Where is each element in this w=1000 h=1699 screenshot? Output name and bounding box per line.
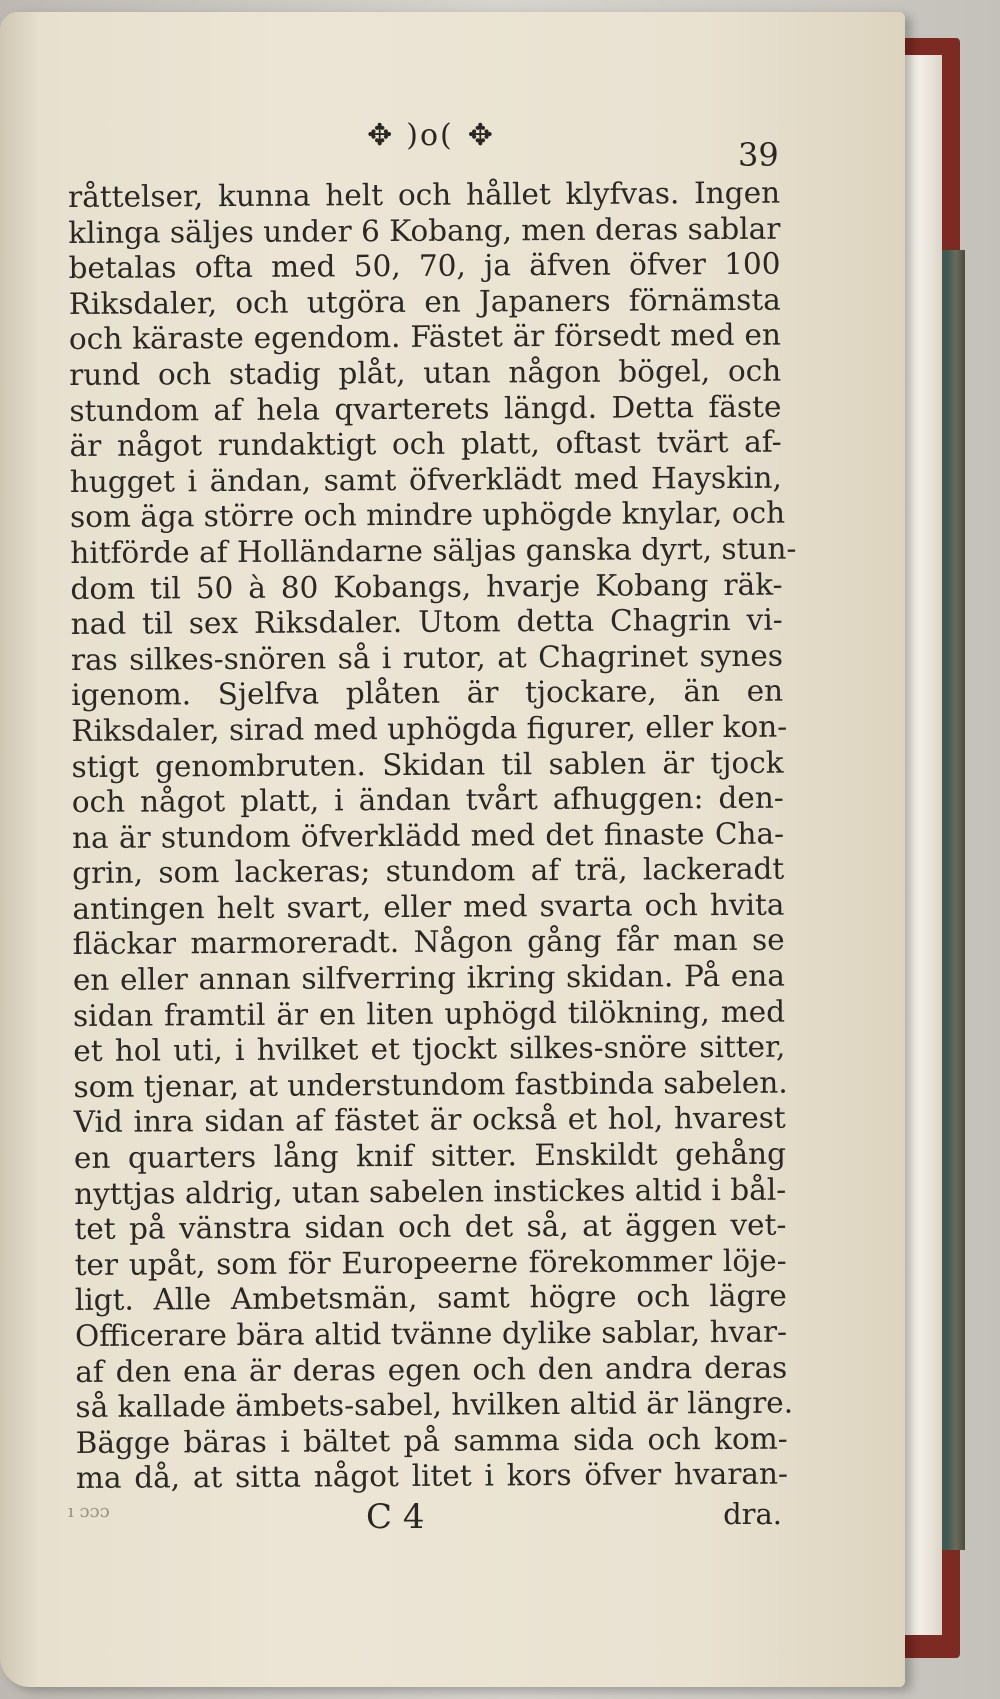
- text-line: en eller annan silfverring ikring skidan. På ena: [72, 958, 785, 998]
- signature-mark: C 4: [366, 1497, 425, 1537]
- text-line: och något platt, i ändan tvårt afhuggen: den-: [71, 780, 784, 820]
- text-line: hitförde af Holländarne säljas ganska dyrt, stun-: [70, 531, 797, 570]
- text-line: antingen helt svart, eller med svarta och hvita: [72, 887, 785, 926]
- text-line: Vid inra sidan af fästet är också et hol, hvarest: [73, 1101, 786, 1140]
- text-line: ma då, at sitta något litet i kors öfver hvaran-: [75, 1457, 789, 1496]
- body-text: [68, 175, 797, 1497]
- text-line: nad til sex Riksdaler. Utom detta Chagrin vi-: [70, 602, 783, 642]
- text-line: rund och stadig plåt, utan någon bögel, och: [69, 353, 782, 392]
- text-line: Officerare bära altid tvänne dylike sablar, hvar-: [74, 1314, 788, 1353]
- text-line: stundom af hela qvarterets längd. Detta fäste: [69, 389, 782, 428]
- faint-mark: ı ɔɔɔ: [68, 1501, 110, 1522]
- text-line: Riksdaler, och utgöra en Japaners förnämsta: [68, 282, 781, 321]
- page-number: 39: [738, 136, 779, 174]
- text-line: som tjenar, at understundom fastbinda sabelen.: [73, 1065, 788, 1104]
- text-line: et hol uti, i hvilket et tjockt silkes-snöre sitter,: [73, 1029, 786, 1069]
- text-line: Bägge bäras i bältet på samma sida och kom-: [75, 1421, 788, 1460]
- text-line: betalas ofta med 50, 70, ja äfven öfver 100: [68, 246, 781, 286]
- text-line: är något rundaktigt och platt, oftast tvärt af-: [69, 424, 782, 464]
- ornament-right-icon: ✥: [467, 117, 493, 153]
- book-page: [0, 12, 905, 1687]
- ornament-center: )o(: [406, 117, 454, 153]
- text-line: tet på vänstra sidan och det så, at äggen vet-: [74, 1207, 787, 1247]
- ornament-left-icon: ✥: [367, 117, 393, 153]
- text-line: hugget i ändan, samt öfverklädt med Hayskin,: [69, 460, 782, 499]
- text-line: na är stundom öfverklädd med det finaste Cha-: [71, 816, 785, 855]
- text-line: fläckar marmoreradt. Någon gång får man se: [72, 923, 785, 962]
- text-line: Riksdaler, sirad med uphögda figurer, eller kon-: [71, 709, 788, 748]
- text-line: nyttjas aldrig, utan sabelen instickes altid i bål-: [74, 1172, 787, 1211]
- text-line: dom til 50 à 80 Kobangs, hvarje Kobang räk-: [70, 567, 783, 606]
- text-line: klinga säljes under 6 Kobang, men deras sablar: [68, 211, 781, 250]
- catchword: dra.: [723, 1497, 782, 1531]
- text-line: och käraste egendom. Fästet är försedt med en: [68, 318, 782, 357]
- text-line: grin, som lackeras; stundom af trä, lackeradt: [72, 851, 785, 891]
- text-line: igenom. Sjelfva plåten är tjockare, än en: [71, 673, 784, 713]
- text-line: som äga större och mindre uphögde knylar, och: [69, 495, 786, 535]
- page-header-ornament: [300, 110, 560, 160]
- text-line: ligt. Alle Ambetsmän, samt högre och lägre: [74, 1279, 787, 1318]
- text-line: en quarters lång knif sitter. Enskildt gehång: [73, 1136, 787, 1176]
- page-footer: [68, 1497, 780, 1537]
- text-line: råttelser, kunna helt och hållet klyfvas. Ingen: [68, 175, 781, 214]
- text-line: ter upåt, som för Europeerne förekommer löje-: [74, 1243, 787, 1282]
- text-line: ras silkes-snören så i rutor, at Chagrinet synes: [70, 638, 784, 677]
- text-line: stigt genombruten. Skidan til sablen är tjock: [71, 745, 784, 784]
- text-line: sidan framtil är en liten uphögd tilökning, med: [73, 994, 786, 1033]
- text-line: så kallade ämbets-sabel, hvilken altid är längre.: [75, 1385, 794, 1425]
- text-line: af den ena är deras egen och den andra deras: [75, 1350, 788, 1389]
